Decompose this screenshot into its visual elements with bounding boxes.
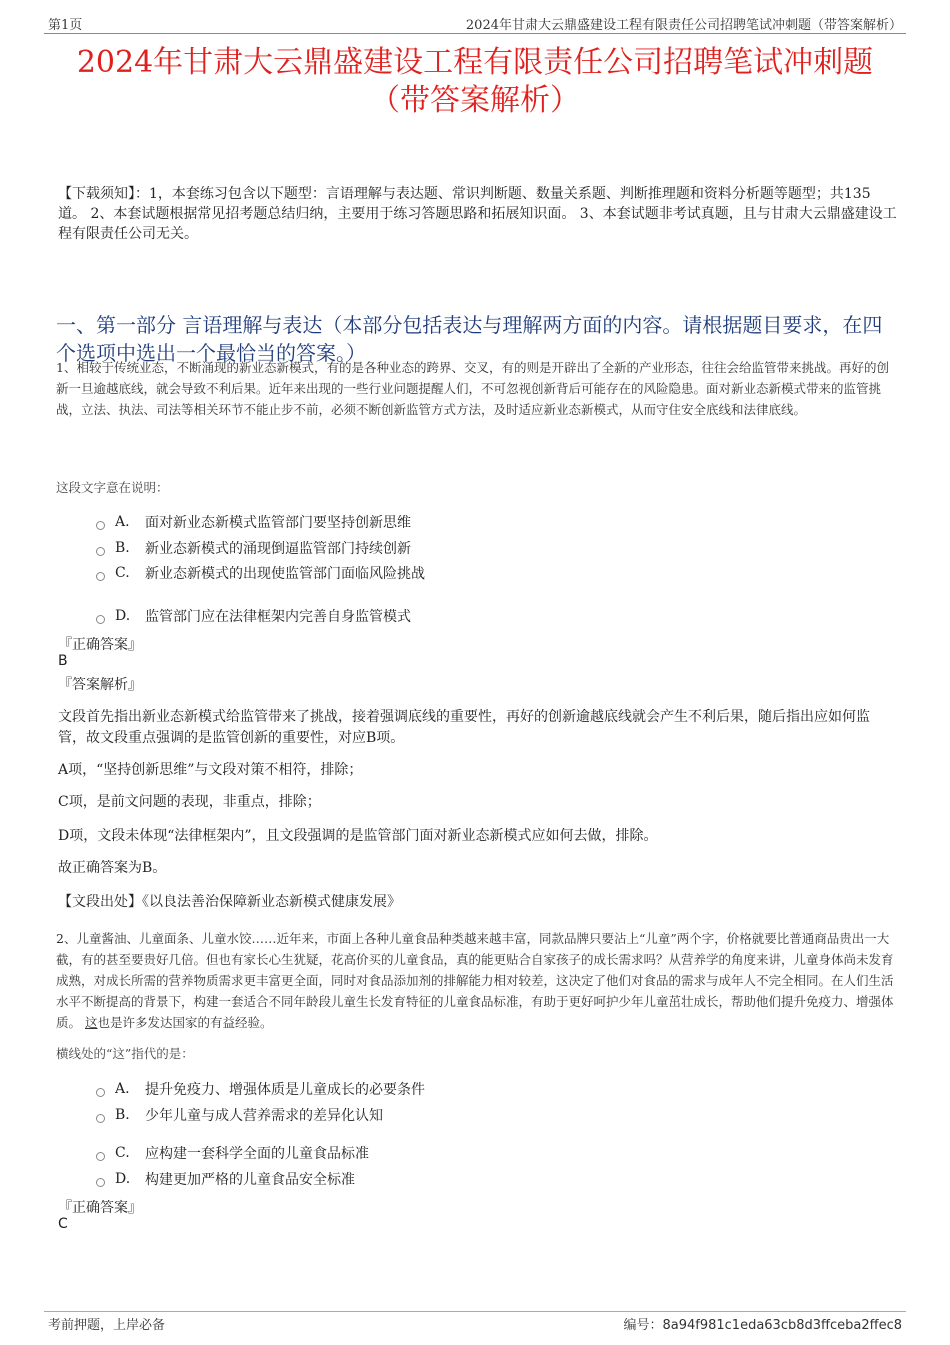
page-title-line1: 2024年甘肃大云鼎盛建设工程有限责任公司招聘笔试冲刺题	[76, 45, 874, 80]
section-heading: 一、第一部分 言语理解与表达（本部分包括表达与理解两方面的内容。请根据题目要求，在四个选项中选出一个最恰当的答案。）	[56, 313, 883, 365]
option-letter: C.	[115, 565, 130, 581]
radio-icon[interactable]	[96, 1114, 105, 1123]
question-2-answer-label: 『正确答案』	[58, 1200, 142, 1216]
question-1-analysis-para-4: D项，文段未体现“法律框架内”，且文段强调的是监管部门面对新业态新模式应如何去做，排除。	[58, 828, 658, 844]
option-letter: A.	[115, 1081, 130, 1097]
option-text: 应构建一套科学全面的儿童食品标准	[145, 1146, 369, 1162]
radio-icon[interactable]	[96, 521, 105, 530]
header-divider	[44, 33, 906, 34]
question-1-option-d[interactable]	[96, 606, 411, 626]
page-title	[60, 44, 890, 120]
question-1-analysis-para-1: 文段首先指出新业态新模式给监管带来了挑战，接着强调底线的重要性，再好的创新逾越底线就会产生不利后果，随后指出应如何监管，故文段重点强调的是监管创新的重要性，对应B项。	[58, 709, 870, 746]
question-1-analysis-label: 『答案解析』	[58, 677, 142, 693]
question-2-option-a[interactable]	[96, 1079, 425, 1099]
question-2-option-d[interactable]	[96, 1169, 355, 1189]
radio-icon[interactable]	[96, 547, 105, 556]
footer-slogan: 考前押题，上岸必备	[48, 1318, 166, 1333]
question-2-prompt: 横线处的“这”指代的是：	[56, 1046, 194, 1061]
question-1-option-c[interactable]	[96, 563, 425, 583]
option-text: 新业态新模式的涌现倒逼监管部门持续创新	[145, 541, 411, 557]
option-letter: A.	[115, 514, 130, 530]
question-2-answer: C	[58, 1216, 68, 1232]
footer-serial-label: 编号：	[623, 1318, 663, 1333]
radio-icon[interactable]	[96, 572, 105, 581]
question-1-option-b[interactable]	[96, 538, 411, 558]
option-text: 新业态新模式的出现使监管部门面临风险挑战	[145, 566, 425, 582]
question-2-stem-underlined: 这	[85, 1015, 98, 1030]
question-1-analysis-para-3: C项，是前文问题的表现，非重点，排除；	[58, 794, 321, 810]
option-letter: B.	[115, 1107, 130, 1123]
question-1-prompt: 这段文字意在说明：	[56, 480, 169, 495]
footer-serial	[623, 1314, 902, 1333]
question-1-answer: B	[58, 653, 68, 669]
option-text: 面对新业态新模式监管部门要坚持创新思维	[145, 515, 411, 531]
question-2-stem-after: 也是许多发达国家的有益经验。	[97, 1015, 273, 1030]
question-2-option-b[interactable]	[96, 1105, 383, 1125]
running-header-title: 2024年甘肃大云鼎盛建设工程有限责任公司招聘笔试冲刺题（带答案解析）	[465, 18, 902, 33]
radio-icon[interactable]	[96, 1088, 105, 1097]
option-text: 构建更加严格的儿童食品安全标准	[145, 1172, 355, 1188]
question-1-source: 【文段出处】《以良法善治保障新业态新模式健康发展》	[58, 894, 401, 910]
option-text: 监管部门应在法律框架内完善自身监管模式	[145, 609, 411, 625]
page-number: 第1页	[48, 18, 83, 33]
radio-icon[interactable]	[96, 1152, 105, 1161]
footer-divider	[44, 1311, 906, 1312]
option-letter: D.	[115, 1171, 131, 1187]
radio-icon[interactable]	[96, 1178, 105, 1187]
question-1-stem: 1、相较于传统业态，不断涌现的新业态新模式，有的是各种业态的跨界、交叉，有的则是开辟出了全新的产业形态，往往会给监管带来挑战。再好的创新一旦逾越底线，就会导致不利后果。近年来出现的一些行业问题提醒人们，不可忽视创新背后可能存在的风险隐患。面对新业态新模式带来的监管挑战，立法、执法、司法等相关环节不能止步不前，必须不断创新监管方式方法，及时适应新业态新模式，从而守住安全底线和法律底线。	[56, 360, 889, 417]
question-1-analysis-para-2: A项，“坚持创新思维”与文段对策不相符，排除；	[58, 762, 363, 778]
page-title-line2: （带答案解析）	[370, 83, 580, 118]
footer-serial-code: 8a94f981c1eda63cb8d3ffceba2ffec8	[662, 1318, 902, 1333]
question-2-stem	[56, 928, 896, 1033]
option-text: 提升免疫力、增强体质是儿童成长的必要条件	[145, 1082, 425, 1098]
radio-icon[interactable]	[96, 615, 105, 624]
question-2-option-c[interactable]	[96, 1143, 369, 1163]
question-1-option-a[interactable]	[96, 512, 411, 532]
option-letter: B.	[115, 540, 130, 556]
download-notice: 【下载须知】：1，本套练习包含以下题型：言语理解与表达题、常识判断题、数量关系题、判断推理题和资料分析题等题型；共135道。 2、本套试题根据常见招考题总结归纳，主要用于练习答题思路和拓展知识面。 3、本套试题非考试真题，且与甘肃大云鼎盛建设工程有限责任公司无关。	[58, 186, 897, 242]
question-1-answer-label: 『正确答案』	[58, 637, 142, 653]
option-letter: C.	[115, 1145, 130, 1161]
question-2-stem-before: 2、儿童酱油、儿童面条、儿童水饺……近年来，市面上各种儿童食品种类越来越丰富，同款品牌只要沾上“儿童”两个字，价格就要比普通商品贵出一大截，有的甚至要贵好几倍。但也有家长心生犹疑，花高价买的儿童食品，真的能更贴合自家孩子的成长需求吗？从营养学的角度来讲，儿童身体尚未发育成熟，对成长所需的营养物质需求更丰富更全面，同时对食品添加剂的排解能力相对较差，这决定了他们对食品的需求与成年人不完全相同。在人们生活水平不断提高的背景下，构建一套适合不同年龄段儿童生长发育特征的儿童食品标准，有助于更好呵护少年儿童茁壮成长，帮助他们提升免疫力、增强体质。	[56, 931, 894, 1030]
question-1-analysis-para-5: 故正确答案为B。	[58, 860, 167, 876]
option-text: 少年儿童与成人营养需求的差异化认知	[145, 1108, 383, 1124]
option-letter: D.	[115, 608, 131, 624]
